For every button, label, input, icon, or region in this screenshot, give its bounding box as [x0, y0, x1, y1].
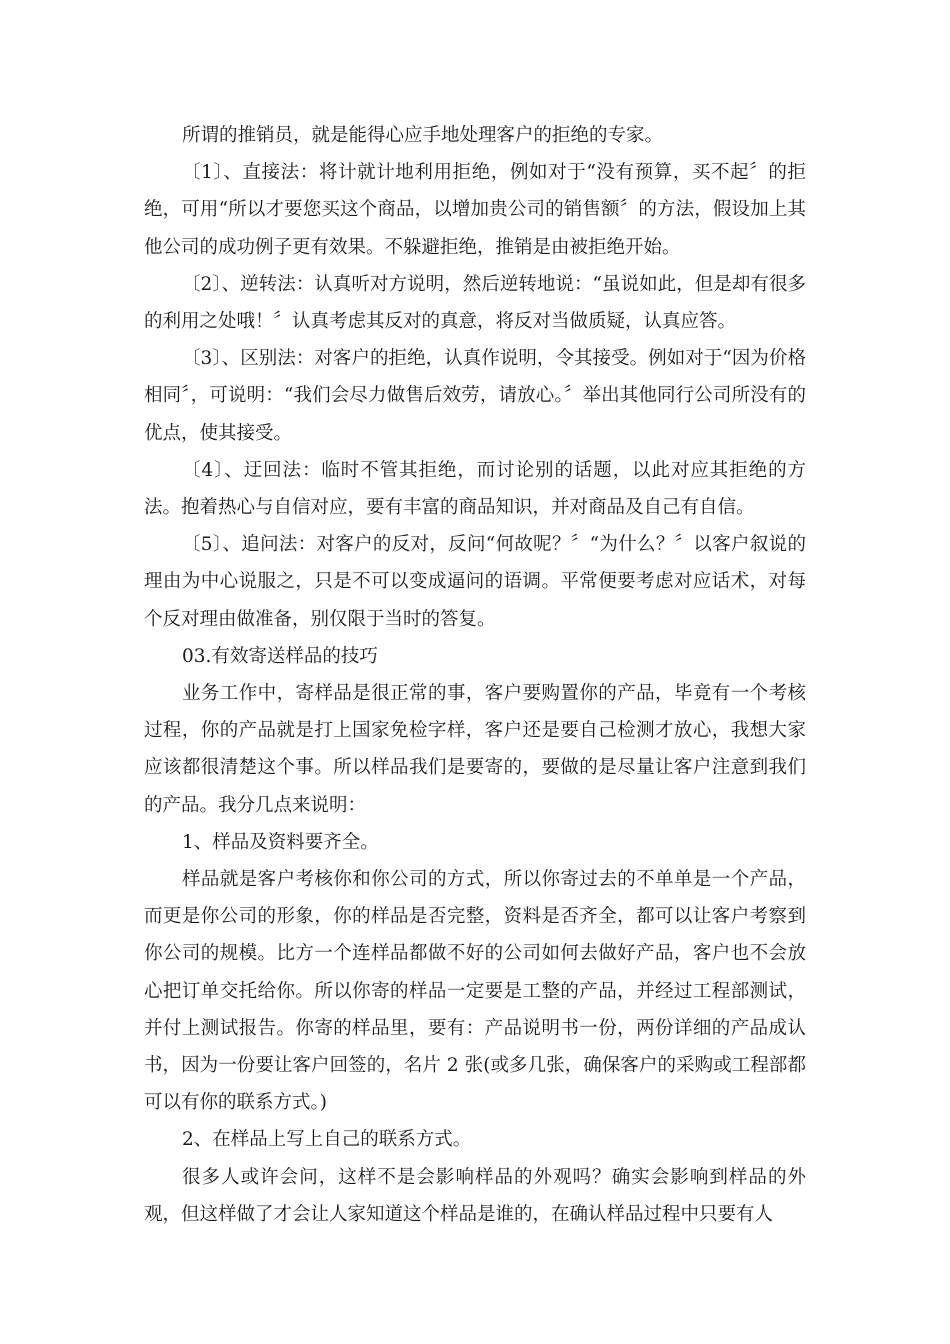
paragraph-samples-intro: 业务工作中，寄样品是很正常的事，客户要购置你的产品，毕竟有一个考核过程，你的产品就是打上国家免检字样，客户还是要自己检测才放心，我想大家应该都很清楚这个事。所以样品我们是要寄的，要做的是尽量让客户注意到我们的产品。我分几点来说明： [144, 683, 806, 816]
paragraph-intro: 所谓的推销员，就是能得心应手地处理客户的拒绝的专家。 [182, 125, 664, 146]
paragraph-questioning-method: 〔5〕、追问法：对客户的反对，反问“何故呢？〞“为什么？〞以客户叙说的理由为中心说服之，只是不可以变成逼问的语调。平常便要考虑对应话术，对每个反对理由做准备，别仅限于当时的答复。 [144, 534, 806, 630]
list-item-heading: 1、样品及资料要齐全。 [182, 831, 379, 853]
paragraph-reversal-method: 〔2〕、逆转法：认真听对方说明，然后逆转地说：“虽说如此，但是却有很多的利用之处哦！〞认真考虑其反对的真意，将反对当做质疑，认真应答。 [144, 273, 806, 333]
list-item-heading: 2、在样品上写上自己的联系方式。 [182, 1129, 472, 1151]
paragraph-samples-complete: 样品就是客户考核你和你公司的方式，所以你寄过去的不单单是一个产品，而更是你公司的形象，你的样品是否完整，资料是否齐全，都可以让客户考察到你公司的规模。比方一个连样品都做不好的公司如何去做好产品，客户也不会放心把订单交托给你。所以你寄的样品一定要是工整的产品，并经过工程部测试，并付上测试报告。你寄的样品里，要有：产品说明书一份，两份详细的产品成认书，因为一份要让客户回签的，名片 2 张(或多几张，确保客户的采购或工程部都可以有你的联系方式。) [144, 869, 806, 1114]
paragraph-detour-method: 〔4〕、迂回法：临时不管其拒绝，而讨论别的话题，以此对应其拒绝的方法。抱着热心与自信对应，要有丰富的商品知识，并对商品及自己有自信。 [144, 459, 806, 519]
document-body [144, 117, 806, 1233]
paragraph-distinction-method: 〔3〕、区别法：对客户的拒绝，认真作说明，令其接受。例如对于“因为价格相同〞，可说明：“我们会尽力做售后效劳，请放心。〞举出其他同行公司所没有的优点，使其接受。 [144, 348, 806, 444]
paragraph-contact-info: 很多人或许会问，这样不是会影响样品的外观吗？确实会影响到样品的外观，但这样做了才会让人家知道这个样品是谁的，在确认样品过程中只要有人 [144, 1166, 806, 1225]
section-heading: 03.有效寄送样品的技巧 [182, 645, 378, 667]
paragraph-direct-method: 〔1〕、直接法：将计就计地利用拒绝，例如对于“没有预算，买不起〞的拒绝，可用“所以才要您买这个商品，以增加贵公司的销售额〞的方法，假设加上其他公司的成功例子更有效果。不躲避拒绝，推销是由被拒绝开始。 [144, 162, 806, 258]
